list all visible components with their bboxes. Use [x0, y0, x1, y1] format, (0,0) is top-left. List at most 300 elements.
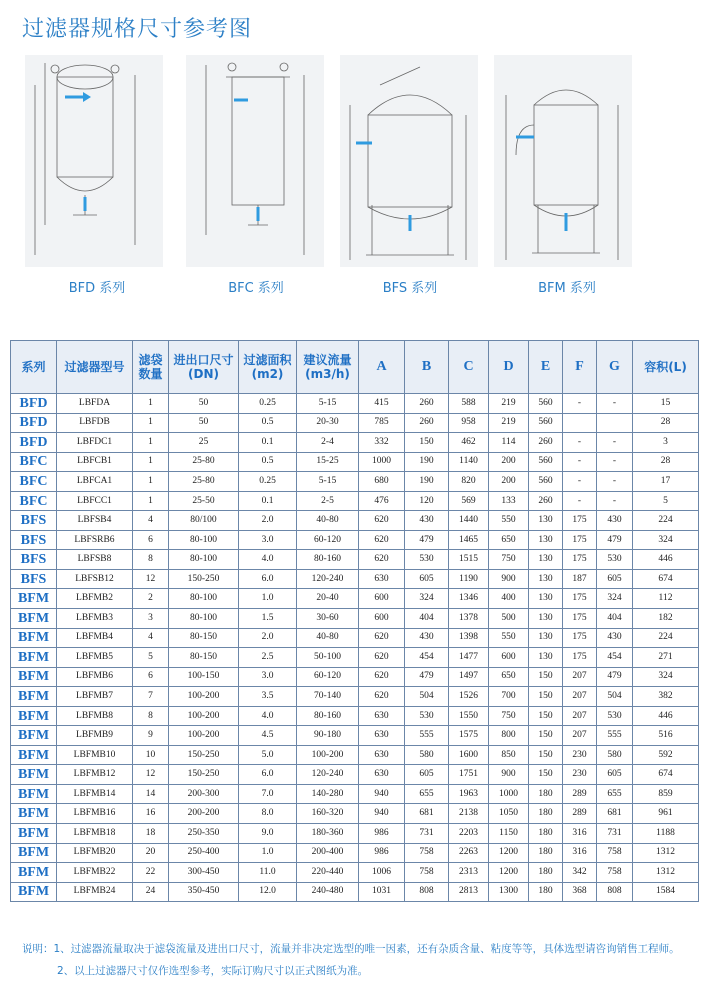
table-row — [11, 843, 699, 863]
header-d: D — [489, 341, 529, 394]
table-cell: 316 — [563, 843, 597, 863]
table-cell: 342 — [563, 863, 597, 883]
table-cell: 600 — [359, 609, 405, 629]
table-cell: 1751 — [449, 765, 489, 785]
table-cell: 504 — [597, 687, 633, 707]
table-cell: 80/100 — [169, 511, 239, 531]
table-cell: 2.0 — [239, 511, 297, 531]
table-cell: 620 — [359, 687, 405, 707]
table-row — [11, 726, 699, 746]
table-cell: 150 — [529, 687, 563, 707]
table-cell: 580 — [405, 745, 449, 765]
table-row — [11, 882, 699, 902]
table-cell: 0.25 — [239, 394, 297, 414]
table-cell: 630 — [359, 726, 405, 746]
table-cell: 114 — [489, 433, 529, 453]
table-cell: 3.0 — [239, 667, 297, 687]
table-cell: LBFMB3 — [57, 609, 133, 629]
table-cell: 8 — [133, 706, 169, 726]
table-cell: LBFMB14 — [57, 784, 133, 804]
table-cell: 350-450 — [169, 882, 239, 902]
table-cell: 758 — [405, 863, 449, 883]
table-cell: 260 — [529, 433, 563, 453]
table-cell: LBFDA — [57, 394, 133, 414]
table-cell: 175 — [563, 609, 597, 629]
table-cell: 986 — [359, 824, 405, 844]
table-cell: 17 — [633, 472, 699, 492]
table-cell: 100-150 — [169, 667, 239, 687]
table-cell: 5-15 — [297, 394, 359, 414]
series-cell: BFM — [11, 882, 57, 902]
table-cell: 175 — [563, 530, 597, 550]
table-cell: 324 — [633, 530, 699, 550]
table-cell: 130 — [529, 589, 563, 609]
table-cell: 1526 — [449, 687, 489, 707]
table-cell: 6 — [133, 667, 169, 687]
table-cell: 200-200 — [169, 804, 239, 824]
bfm-diagram — [494, 55, 632, 267]
table-cell: 1 — [133, 491, 169, 511]
table-cell: LBFMB20 — [57, 843, 133, 863]
table-cell: 530 — [597, 550, 633, 570]
series-cell: BFS — [11, 530, 57, 550]
table-cell: 24 — [133, 882, 169, 902]
table-cell: 400 — [489, 589, 529, 609]
table-cell: 120-240 — [297, 569, 359, 589]
table-cell: 580 — [597, 745, 633, 765]
table-cell: 940 — [359, 804, 405, 824]
table-row — [11, 569, 699, 589]
table-cell: 120-240 — [297, 765, 359, 785]
table-cell: 8 — [133, 550, 169, 570]
table-cell: 961 — [633, 804, 699, 824]
table-cell: 2-5 — [297, 491, 359, 511]
table-cell: 454 — [405, 648, 449, 668]
table-cell: 415 — [359, 394, 405, 414]
table-cell: - — [597, 394, 633, 414]
table-cell: 25-80 — [169, 472, 239, 492]
table-cell: 758 — [405, 843, 449, 863]
table-row — [11, 667, 699, 687]
table-cell: 187 — [563, 569, 597, 589]
table-cell: 454 — [597, 648, 633, 668]
table-cell: 12.0 — [239, 882, 297, 902]
table-cell: 1575 — [449, 726, 489, 746]
table-cell: 750 — [489, 550, 529, 570]
table-cell: 100-200 — [169, 687, 239, 707]
table-cell: 133 — [489, 491, 529, 511]
series-cell: BFM — [11, 706, 57, 726]
series-cell: BFM — [11, 765, 57, 785]
table-cell: 2 — [133, 589, 169, 609]
table-cell: 404 — [405, 609, 449, 629]
table-cell: 1 — [133, 472, 169, 492]
table-cell: 150 — [405, 433, 449, 453]
table-cell: 3 — [633, 433, 699, 453]
header-f: F — [563, 341, 597, 394]
table-cell: 605 — [597, 765, 633, 785]
header-e: E — [529, 341, 563, 394]
series-cell: BFD — [11, 433, 57, 453]
table-cell: 250-400 — [169, 843, 239, 863]
series-cell: BFC — [11, 472, 57, 492]
table-cell: LBFMB2 — [57, 589, 133, 609]
table-cell: 6.0 — [239, 765, 297, 785]
series-cell: BFC — [11, 452, 57, 472]
table-cell: 1.0 — [239, 843, 297, 863]
table-cell: 3.5 — [239, 687, 297, 707]
table-row — [11, 706, 699, 726]
table-row — [11, 804, 699, 824]
bfd-diagram — [25, 55, 163, 267]
table-body — [11, 394, 699, 902]
bfc-diagram — [186, 55, 324, 267]
table-cell: 182 — [633, 609, 699, 629]
table-cell: 4 — [133, 628, 169, 648]
series-cell: BFM — [11, 667, 57, 687]
table-row — [11, 394, 699, 414]
page-title: 过滤器规格尺寸参考图 — [22, 17, 253, 42]
table-cell: 1550 — [449, 706, 489, 726]
table-cell: 1200 — [489, 843, 529, 863]
table-cell: 758 — [597, 863, 633, 883]
table-cell: LBFMB6 — [57, 667, 133, 687]
table-row — [11, 511, 699, 531]
table-cell: 207 — [563, 667, 597, 687]
table-cell: 180 — [529, 863, 563, 883]
table-cell: 958 — [449, 413, 489, 433]
table-cell: 2203 — [449, 824, 489, 844]
table-cell: LBFMB16 — [57, 804, 133, 824]
table-cell: 25 — [169, 433, 239, 453]
table-cell: 900 — [489, 569, 529, 589]
series-cell: BFM — [11, 863, 57, 883]
header-area: 过滤面积(m2) — [239, 341, 297, 394]
table-cell: 600 — [359, 589, 405, 609]
table-cell: 15 — [633, 394, 699, 414]
table-cell: 80-150 — [169, 628, 239, 648]
header-flow: 建议流量(m3/h) — [297, 341, 359, 394]
table-cell: LBFMB10 — [57, 745, 133, 765]
table-cell: 8.0 — [239, 804, 297, 824]
table-cell: 850 — [489, 745, 529, 765]
table-cell: 260 — [405, 394, 449, 414]
table-cell: 200-400 — [297, 843, 359, 863]
table-cell: 9 — [133, 726, 169, 746]
table-cell: 160-320 — [297, 804, 359, 824]
table-cell: 260 — [529, 491, 563, 511]
table-cell: LBFMB8 — [57, 706, 133, 726]
table-cell: 1 — [133, 413, 169, 433]
note-2: 2、以上过滤器尺寸仅作选型参考，实际订购尺寸以正式图纸为准。 — [57, 965, 369, 977]
table-cell: 1200 — [489, 863, 529, 883]
table-cell: 289 — [563, 804, 597, 824]
table-cell: 382 — [633, 687, 699, 707]
table-cell: 6.0 — [239, 569, 297, 589]
table-cell: 80-100 — [169, 550, 239, 570]
table-cell: 1190 — [449, 569, 489, 589]
table-cell: - — [563, 472, 597, 492]
table-cell: 808 — [405, 882, 449, 902]
table-cell: 20 — [133, 843, 169, 863]
table-cell: 1465 — [449, 530, 489, 550]
table-cell: 1963 — [449, 784, 489, 804]
table-cell: 50 — [169, 413, 239, 433]
header-model: 过滤器型号 — [57, 341, 133, 394]
table-cell: 430 — [597, 511, 633, 531]
table-cell: 5 — [633, 491, 699, 511]
table-cell: 40-80 — [297, 628, 359, 648]
table-cell: 7 — [133, 687, 169, 707]
table-cell: 50-100 — [297, 648, 359, 668]
table-cell: LBFMB5 — [57, 648, 133, 668]
table-cell: 150-250 — [169, 745, 239, 765]
table-cell: 260 — [405, 413, 449, 433]
table-cell: 25-50 — [169, 491, 239, 511]
table-row — [11, 530, 699, 550]
table-cell: 14 — [133, 784, 169, 804]
series-cell: BFM — [11, 648, 57, 668]
header-volume: 容积(L) — [633, 341, 699, 394]
table-cell: 100-200 — [169, 726, 239, 746]
table-cell: 250-350 — [169, 824, 239, 844]
table-cell: 758 — [597, 843, 633, 863]
table-cell: 150 — [529, 706, 563, 726]
table-cell: 300-450 — [169, 863, 239, 883]
table-cell: 1600 — [449, 745, 489, 765]
table-cell: 1006 — [359, 863, 405, 883]
table-cell: 60-120 — [297, 530, 359, 550]
table-cell: 180 — [529, 882, 563, 902]
series-cell: BFM — [11, 589, 57, 609]
bfm-caption: BFM 系列 — [538, 281, 596, 296]
table-row — [11, 863, 699, 883]
table-cell: 605 — [597, 569, 633, 589]
table-cell: 681 — [405, 804, 449, 824]
table-cell: 1031 — [359, 882, 405, 902]
table-cell: 650 — [489, 530, 529, 550]
table-cell: 130 — [529, 609, 563, 629]
table-cell: 150-250 — [169, 765, 239, 785]
table-cell: 1440 — [449, 511, 489, 531]
table-cell: LBFMB7 — [57, 687, 133, 707]
table-cell: 750 — [489, 706, 529, 726]
table-cell: 316 — [563, 824, 597, 844]
table-cell: 1312 — [633, 843, 699, 863]
table-cell: 940 — [359, 784, 405, 804]
header-bags: 滤袋数量 — [133, 341, 169, 394]
table-cell: LBFMB12 — [57, 765, 133, 785]
table-cell: 6 — [133, 530, 169, 550]
table-cell: 28 — [633, 452, 699, 472]
table-cell: 224 — [633, 511, 699, 531]
table-cell: 289 — [563, 784, 597, 804]
table-header-row — [11, 341, 699, 394]
table-cell: 0.5 — [239, 413, 297, 433]
table-cell: 80-100 — [169, 609, 239, 629]
table-cell: 1140 — [449, 452, 489, 472]
table-cell: 12 — [133, 569, 169, 589]
table-cell: 11.0 — [239, 863, 297, 883]
table-cell: 1584 — [633, 882, 699, 902]
table-cell: 404 — [597, 609, 633, 629]
table-cell: 130 — [529, 550, 563, 570]
table-row — [11, 824, 699, 844]
bfc-drawing — [186, 55, 324, 267]
table-cell: - — [597, 472, 633, 492]
table-cell: LBFCC1 — [57, 491, 133, 511]
table-cell: 731 — [597, 824, 633, 844]
spec-table — [10, 340, 699, 902]
table-cell: 2-4 — [297, 433, 359, 453]
table-cell: 20-40 — [297, 589, 359, 609]
series-cell: BFM — [11, 687, 57, 707]
table-cell: 555 — [405, 726, 449, 746]
table-cell: 130 — [529, 511, 563, 531]
table-cell: - — [563, 394, 597, 414]
table-cell: 1346 — [449, 589, 489, 609]
table-cell: 1 — [133, 433, 169, 453]
bfd-drawing — [25, 55, 163, 267]
table-cell: 859 — [633, 784, 699, 804]
table-cell: 130 — [529, 648, 563, 668]
table-cell: 0.1 — [239, 491, 297, 511]
table-cell: 620 — [359, 648, 405, 668]
table-cell: LBFSRB6 — [57, 530, 133, 550]
series-cell: BFM — [11, 628, 57, 648]
table-row — [11, 550, 699, 570]
table-cell — [597, 413, 633, 433]
table-cell: 674 — [633, 569, 699, 589]
table-cell: 1 — [133, 452, 169, 472]
table-cell: 820 — [449, 472, 489, 492]
table-cell: 4.0 — [239, 706, 297, 726]
table-cell: 1312 — [633, 863, 699, 883]
table-cell — [563, 413, 597, 433]
table-cell: - — [597, 491, 633, 511]
table-row — [11, 784, 699, 804]
table-cell: 130 — [529, 530, 563, 550]
table-cell: 80-160 — [297, 706, 359, 726]
table-row — [11, 648, 699, 668]
table-cell: 190 — [405, 472, 449, 492]
table-cell: 220-440 — [297, 863, 359, 883]
table-cell: 430 — [597, 628, 633, 648]
table-cell: 630 — [359, 706, 405, 726]
table-cell: 630 — [359, 745, 405, 765]
table-cell: 4.0 — [239, 550, 297, 570]
table-cell: LBFMB24 — [57, 882, 133, 902]
table-row — [11, 433, 699, 453]
table-cell: 200 — [489, 452, 529, 472]
table-cell: 2313 — [449, 863, 489, 883]
table-cell: 655 — [405, 784, 449, 804]
table-cell: 1 — [133, 394, 169, 414]
table-cell: 180 — [529, 784, 563, 804]
table-cell: 479 — [597, 530, 633, 550]
table-cell: 100-200 — [169, 706, 239, 726]
table-cell: 3 — [133, 609, 169, 629]
table-cell: 680 — [359, 472, 405, 492]
table-cell: 7.0 — [239, 784, 297, 804]
table-cell: 230 — [563, 745, 597, 765]
series-cell: BFS — [11, 569, 57, 589]
table-cell: 2138 — [449, 804, 489, 824]
table-cell: 986 — [359, 843, 405, 863]
note-1: 说明：1、过滤器流量取决于滤袋流量及进出口尺寸，流量并非决定选型的唯一因素，还有杂质含量、粘度等等，具体选型请咨询销售工程师。 — [22, 943, 680, 955]
table-cell: 1378 — [449, 609, 489, 629]
bfc-caption: BFC 系列 — [228, 281, 284, 296]
table-cell: LBFMB22 — [57, 863, 133, 883]
table-row — [11, 472, 699, 492]
table-cell: 180 — [529, 824, 563, 844]
table-cell: 655 — [597, 784, 633, 804]
table-cell: 20-30 — [297, 413, 359, 433]
table-cell: 674 — [633, 765, 699, 785]
table-cell: 560 — [529, 394, 563, 414]
series-cell: BFM — [11, 843, 57, 863]
table-cell: 430 — [405, 628, 449, 648]
table-cell: 207 — [563, 687, 597, 707]
table-cell: 530 — [405, 706, 449, 726]
table-cell: 476 — [359, 491, 405, 511]
table-cell: 130 — [529, 569, 563, 589]
table-cell: 150-250 — [169, 569, 239, 589]
table-cell: 785 — [359, 413, 405, 433]
table-cell: 150 — [529, 667, 563, 687]
bfm-drawing — [494, 55, 632, 267]
table-row — [11, 413, 699, 433]
table-cell: 2813 — [449, 882, 489, 902]
table-cell: 240-480 — [297, 882, 359, 902]
table-cell: 207 — [563, 726, 597, 746]
table-cell: 140-280 — [297, 784, 359, 804]
table-cell: 1000 — [489, 784, 529, 804]
table-cell: 605 — [405, 765, 449, 785]
table-cell: - — [597, 452, 633, 472]
table-cell: 230 — [563, 765, 597, 785]
table-cell: 555 — [597, 726, 633, 746]
table-cell: 2.5 — [239, 648, 297, 668]
table-cell: 1477 — [449, 648, 489, 668]
table-cell: 569 — [449, 491, 489, 511]
table-cell: LBFSB4 — [57, 511, 133, 531]
table-cell: 530 — [405, 550, 449, 570]
table-cell: 150 — [529, 765, 563, 785]
series-cell: BFM — [11, 804, 57, 824]
table-cell: 25-80 — [169, 452, 239, 472]
table-cell: 368 — [563, 882, 597, 902]
table-cell: LBFCA1 — [57, 472, 133, 492]
series-cell: BFD — [11, 413, 57, 433]
table-cell: 271 — [633, 648, 699, 668]
table-cell: 324 — [405, 589, 449, 609]
table-cell: 530 — [597, 706, 633, 726]
table-cell: 479 — [405, 667, 449, 687]
table-cell: 40-80 — [297, 511, 359, 531]
table-cell: 28 — [633, 413, 699, 433]
series-cell: BFC — [11, 491, 57, 511]
table-cell: 0.25 — [239, 472, 297, 492]
table-cell: 1150 — [489, 824, 529, 844]
table-cell: 90-180 — [297, 726, 359, 746]
series-cell: BFM — [11, 745, 57, 765]
table-cell: 22 — [133, 863, 169, 883]
table-cell: 175 — [563, 589, 597, 609]
table-cell: 800 — [489, 726, 529, 746]
table-cell: 80-100 — [169, 530, 239, 550]
table-cell: 479 — [597, 667, 633, 687]
